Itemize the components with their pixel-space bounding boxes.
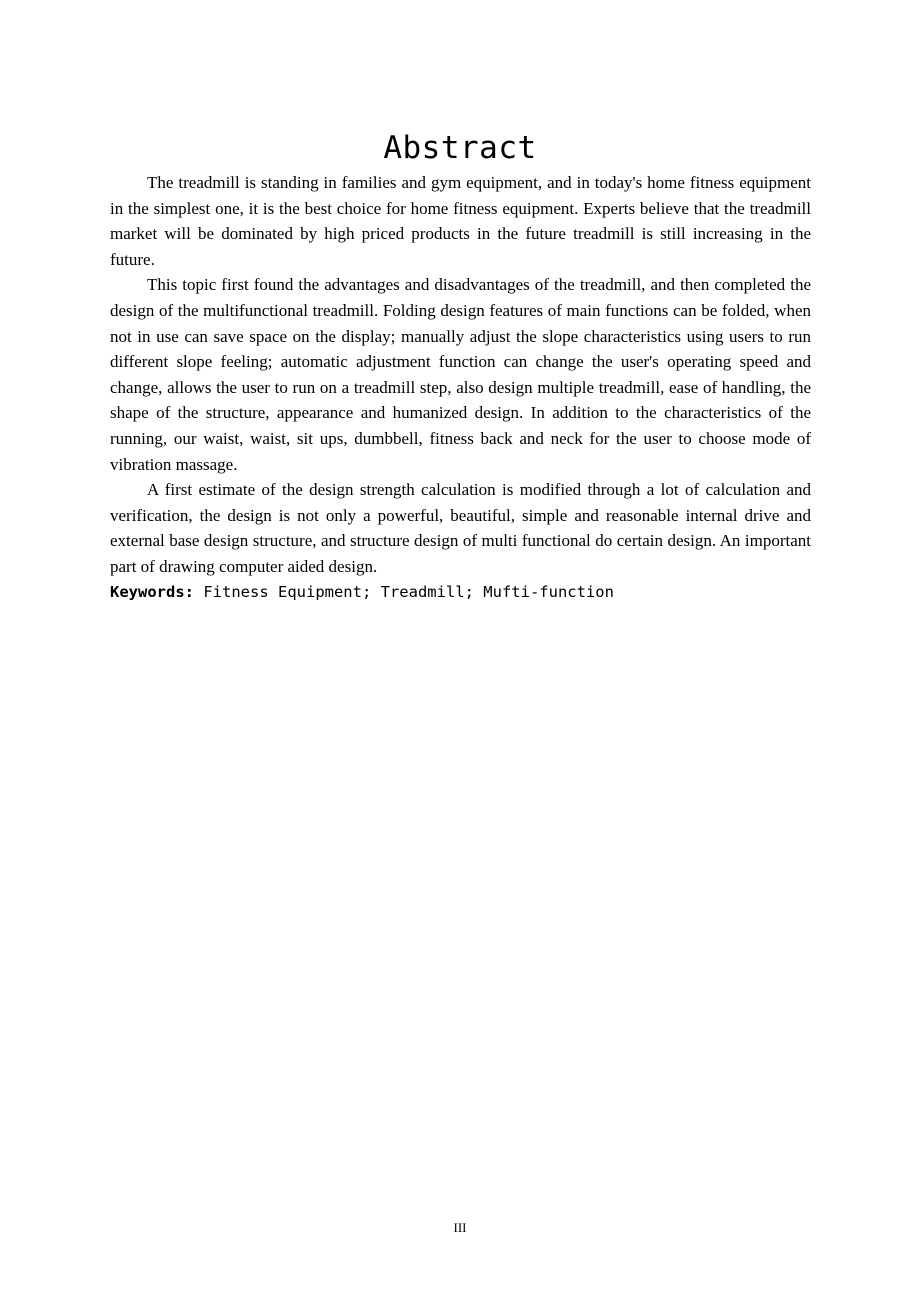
abstract-body xyxy=(110,170,811,580)
page-number: III xyxy=(453,1220,467,1235)
keywords-text: Fitness Equipment; Treadmill; Mufti-function xyxy=(194,583,614,601)
keywords-label: Keywords: xyxy=(110,583,194,601)
abstract-title: Abstract xyxy=(383,130,537,166)
abstract-paragraph-3: A first estimate of the design strength calculation is modified through a lot of calculation and verification, the design is not only a powerful, beautiful, simple and reasonable internal drive and external base design structure, and structure design of multi functional do certain design. An important part of drawing computer aided design. xyxy=(110,480,811,576)
keywords-line xyxy=(110,580,811,604)
abstract-paragraph-2: This topic first found the advantages and disadvantages of the treadmill, and then completed the design of the multifunctional treadmill. Folding design features of main functions can be folded, when not in use can save space on the display; manually adjust the slope characteristics using users to run different slope feeling; automatic adjustment function can change the user's operating speed and change, allows the user to run on a treadmill step, also design multiple treadmill, ease of handling, the shape of the structure, appearance and humanized design. In addition to the characteristics of the running, our waist, waist, sit ups, dumbbell, fitness back and neck for the user to choose mode of vibration massage. xyxy=(110,275,811,474)
abstract-paragraph-1: The treadmill is standing in families and gym equipment, and in today's home fitness equipment in the simplest one, it is the best choice for home fitness equipment. Experts believe that the treadmill market will be dominated by high priced products in the future treadmill is still increasing in the future. xyxy=(110,173,811,269)
